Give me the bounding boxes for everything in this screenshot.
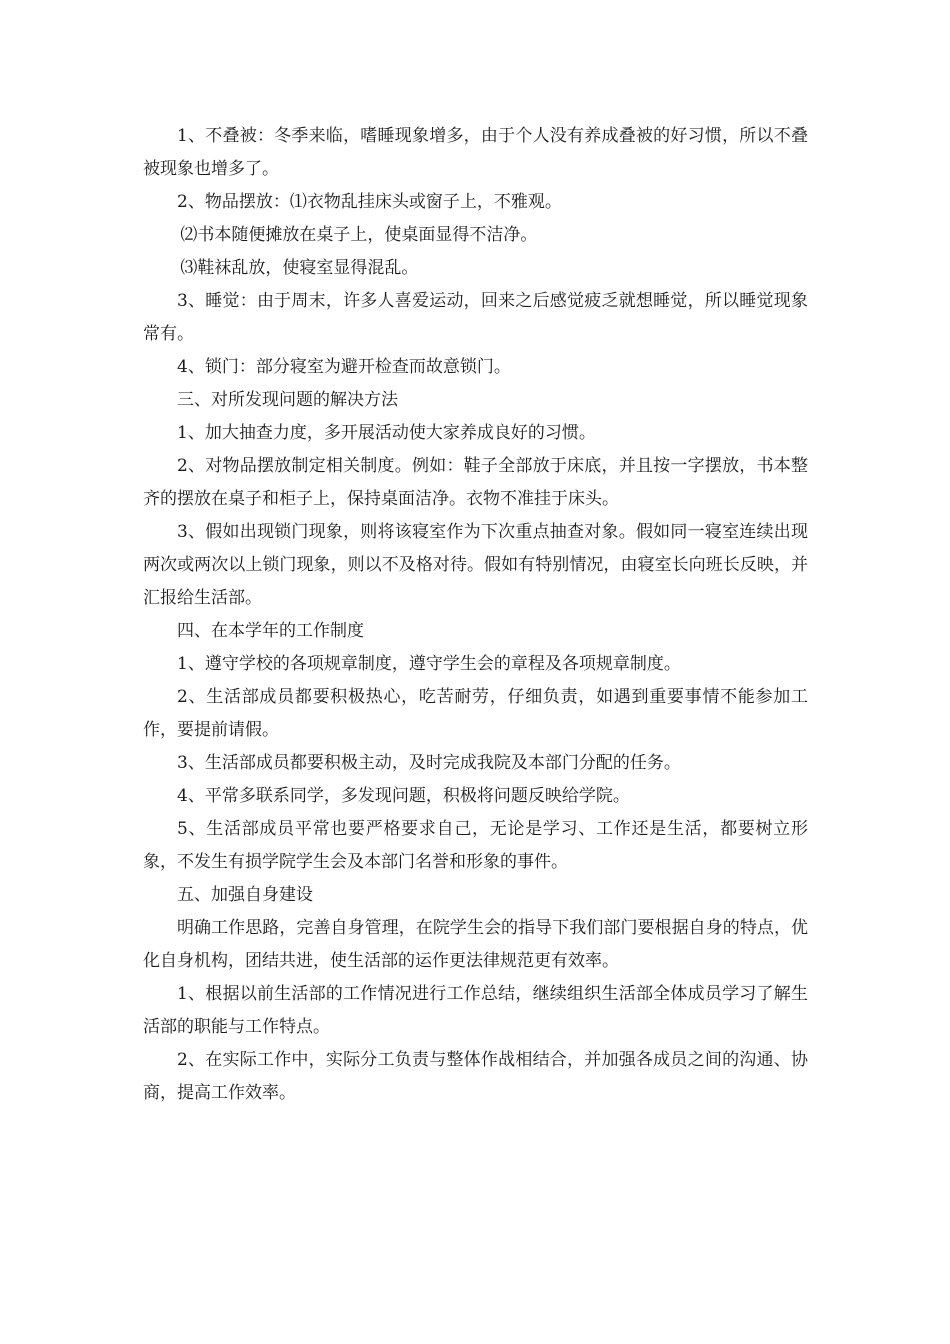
paragraph-solution-2: 2、对物品摆放制定相关制度。例如：鞋子全部放于床底，并且按一字摆放，书本整齐的摆放在桌子和柜子上，保持桌面洁净。衣物不准挂于床头。 [143, 456, 808, 509]
paragraph-rule-4: 4、平常多联系同学，多发现问题，积极将问题反映给学院。 [177, 786, 630, 806]
section-heading-work-rules: 四、在本学年的工作制度 [177, 621, 364, 641]
paragraph-rule-3: 3、生活部成员都要积极主动，及时完成我院及本部门分配的任务。 [177, 753, 681, 773]
paragraph-self-building-intro: 明确工作思路，完善自身管理，在院学生会的指导下我们部门要根据自身的特点，优化自身机构，团结共进，使生活部的运作更法律规范更有效率。 [143, 918, 808, 971]
paragraph-item-placement: 2、物品摆放：⑴衣物乱挂床头或窗子上，不雅观。 [177, 192, 562, 212]
paragraph-rule-5: 5、生活部成员平常也要严格要求自己，无论是学习、工作还是生活，都要树立形象，不发生有损学院学生会及本部门名誉和形象的事件。 [143, 819, 808, 872]
section-heading-solutions: 三、对所发现问题的解决方法 [177, 390, 398, 410]
paragraph-books-placement: ⑵书本随便摊放在桌子上，使桌面显得不洁净。 [180, 225, 538, 245]
section-heading-self-building: 五、加强自身建设 [177, 885, 313, 905]
paragraph-rule-2: 2、生活部成员都要积极热心，吃苦耐劳，仔细负责，如遇到重要事情不能参加工作，要提前请假。 [143, 687, 808, 740]
paragraph-self-building-2: 2、在实际工作中，实际分工负责与整体作战相结合，并加强各成员之间的沟通、协商，提高工作效率。 [143, 1050, 808, 1103]
paragraph-sleeping: 3、睡觉：由于周末，许多人喜爱运动，回来之后感觉疲乏就想睡觉，所以睡觉现象常有。 [143, 291, 808, 344]
paragraph-solution-3: 3、假如出现锁门现象，则将该寝室作为下次重点抽查对象。假如同一寝室连续出现两次或两次以上锁门现象，则以不及格对待。假如有特别情况，由寝室长向班长反映，并汇报给生活部。 [143, 522, 808, 608]
document-body [143, 120, 808, 1110]
paragraph-rule-1: 1、遵守学校的各项规章制度，遵守学生会的章程及各项规章制度。 [177, 654, 681, 674]
paragraph-shoes-placement: ⑶鞋袜乱放，使寝室显得混乱。 [180, 258, 419, 278]
paragraph-no-fold-quilt: 1、不叠被：冬季来临，嗜睡现象增多，由于个人没有养成叠被的好习惯，所以不叠被现象也增多了。 [143, 126, 808, 179]
paragraph-locked-doors: 4、锁门：部分寝室为避开检查而故意锁门。 [177, 357, 511, 377]
paragraph-self-building-1: 1、根据以前生活部的工作情况进行工作总结，继续组织生活部全体成员学习了解生活部的职能与工作特点。 [143, 984, 808, 1037]
paragraph-solution-1: 1、加大抽查力度，多开展活动使大家养成良好的习惯。 [177, 423, 596, 443]
